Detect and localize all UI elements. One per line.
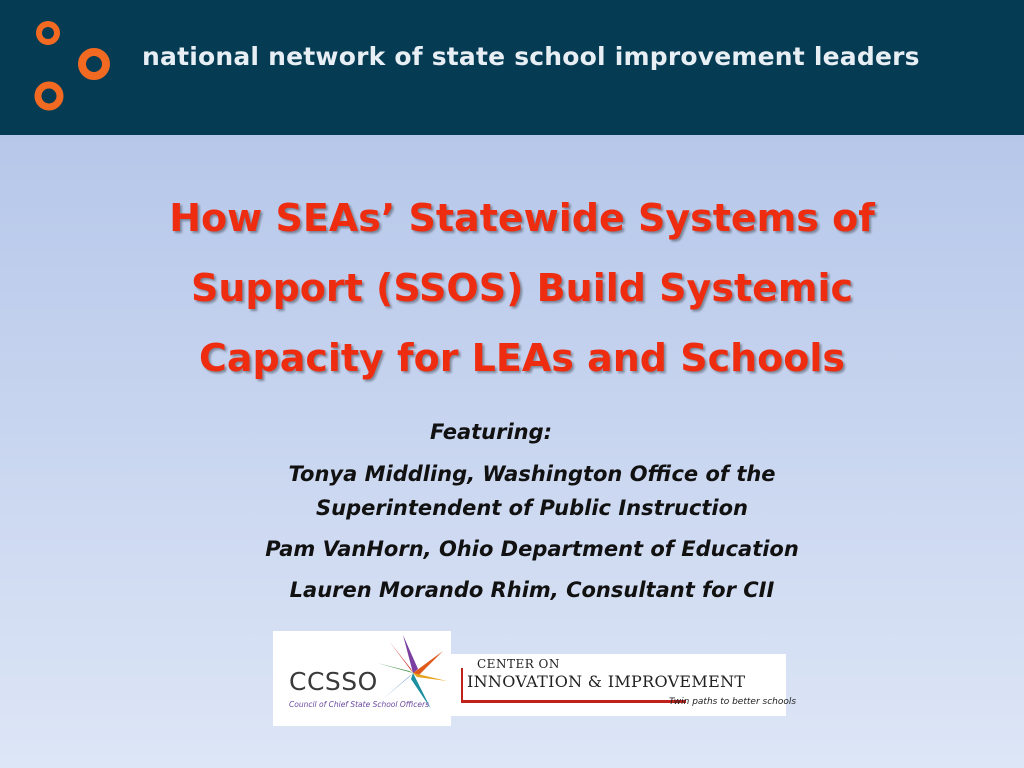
cii-accent-bar bbox=[461, 668, 463, 702]
ccsso-subtitle: Council of Chief State School Officers bbox=[289, 700, 429, 709]
cii-underline bbox=[461, 700, 686, 703]
slide-title bbox=[90, 183, 954, 393]
title-line-2: Support (SSOS) Build Systemic bbox=[190, 266, 854, 310]
ccsso-logo bbox=[273, 631, 451, 726]
presenter-line: Pam VanHorn, Ohio Department of Education bbox=[265, 537, 799, 561]
cii-logo bbox=[451, 654, 797, 716]
presenter-line: Tonya Middling, Washington Office of the bbox=[288, 462, 776, 486]
header-bar bbox=[0, 0, 1024, 135]
org-name: national network of state school improvement leaders bbox=[142, 42, 920, 71]
cii-line-2: INNOVATION & IMPROVEMENT bbox=[467, 672, 746, 691]
title-line-1: How SEAs’ Statewide Systems of bbox=[169, 196, 875, 240]
ccsso-name: CCSSO bbox=[289, 667, 378, 696]
orange-rings-logo-icon bbox=[28, 20, 118, 115]
cii-line-1: CENTER ON bbox=[477, 657, 560, 671]
featuring-label: Featuring: bbox=[430, 420, 553, 444]
title-line-3: Capacity for LEAs and Schools bbox=[198, 336, 846, 380]
cii-tagline: Twin paths to better schools bbox=[669, 697, 797, 707]
presenter-line: Superintendent of Public Instruction bbox=[316, 496, 748, 520]
presenter-line: Lauren Morando Rhim, Consultant for CII bbox=[289, 578, 775, 602]
